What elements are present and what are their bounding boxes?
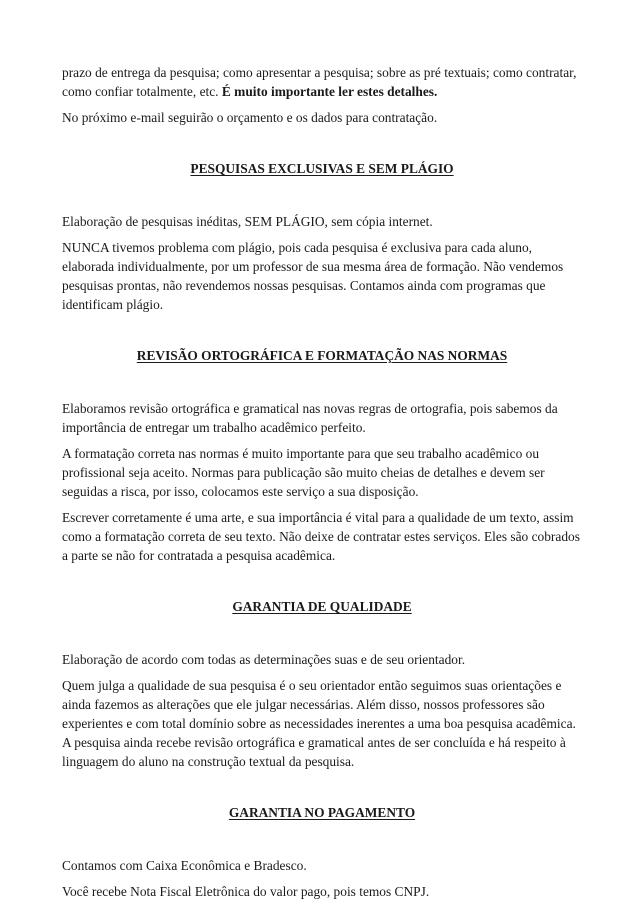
section-spelling-formatting — [62, 348, 582, 565]
section-paragraph: Elaboramos revisão ortográfica e gramatical nas novas regras de ortografia, pois sabemos da importância de entregar um trabalho acadêmico perfeito. — [62, 401, 558, 435]
section-payment-guarantee — [62, 805, 582, 901]
section-heading: REVISÃO ORTOGRÁFICA E FORMATAÇÃO NAS NORMAS — [136, 348, 508, 363]
section-heading: GARANTIA DE QUALIDADE — [232, 599, 412, 614]
section-paragraph: Elaboração de acordo com todas as determinações suas e de seu orientador. — [62, 652, 466, 667]
intro-text: prazo de entrega da pesquisa; como apresentar a pesquisa; sobre as pré textuais; como contratar, como confiar totalmente, etc. — [62, 65, 577, 99]
section-exclusive-research — [62, 161, 582, 314]
intro-bold-note: É muito importante ler estes detalhes. — [221, 84, 438, 99]
section-paragraph: Você recebe Nota Fiscal Eletrônica do valor pago, pois temos CNPJ. — [62, 884, 430, 899]
section-heading: PESQUISAS EXCLUSIVAS E SEM PLÁGIO — [190, 161, 454, 176]
section-paragraph: Contamos com Caixa Econômica e Bradesco. — [62, 858, 307, 873]
section-paragraph: A formatação correta nas normas é muito importante para que seu trabalho acadêmico ou profissional seja aceito. Normas para publicação são muito cheias de detalhes e devem ser seguidas a risca, por isso, colocamos este serviço a sua disposição. — [62, 446, 545, 499]
section-paragraph: Escrever corretamente é uma arte, e sua importância é vital para a qualidade de um texto, assim como a formatação correta de seu texto. Não deixe de contratar estes serviços. Eles são cobrados a parte se não for contratada a pesquisa acadêmica. — [62, 510, 580, 563]
section-paragraph: Elaboração de pesquisas inéditas, SEM PLÁGIO, sem cópia internet. — [62, 214, 433, 229]
section-quality-guarantee — [62, 599, 582, 771]
section-heading: GARANTIA NO PAGAMENTO — [228, 805, 416, 820]
intro-paragraph-2: No próximo e-mail seguirão o orçamento e os dados para contratação. — [62, 110, 438, 125]
document-body — [62, 63, 582, 901]
section-paragraph: NUNCA tivemos problema com plágio, pois cada pesquisa é exclusiva para cada aluno, elaborada individualmente, por um professor de sua mesma área de formação. Não vendemos pesquisas prontas, não revendemos nossas pesquisas. Contamos ainda com programas que identificam plágio. — [62, 240, 564, 312]
intro-paragraph-1 — [62, 63, 582, 101]
section-paragraph: Quem julga a qualidade de sua pesquisa é o seu orientador então seguimos suas orientações e ainda fazemos as alterações que ele julgar necessárias. Além disso, nossos professores são experientes e com total domínio sobre as necessidades inerentes a uma boa pesquisa acadêmica. A pesquisa ainda recebe revisão ortográfica e gramatical antes de ser concluída e há respeito à linguagem do aluno na construção textual da pesquisa. — [62, 678, 576, 769]
